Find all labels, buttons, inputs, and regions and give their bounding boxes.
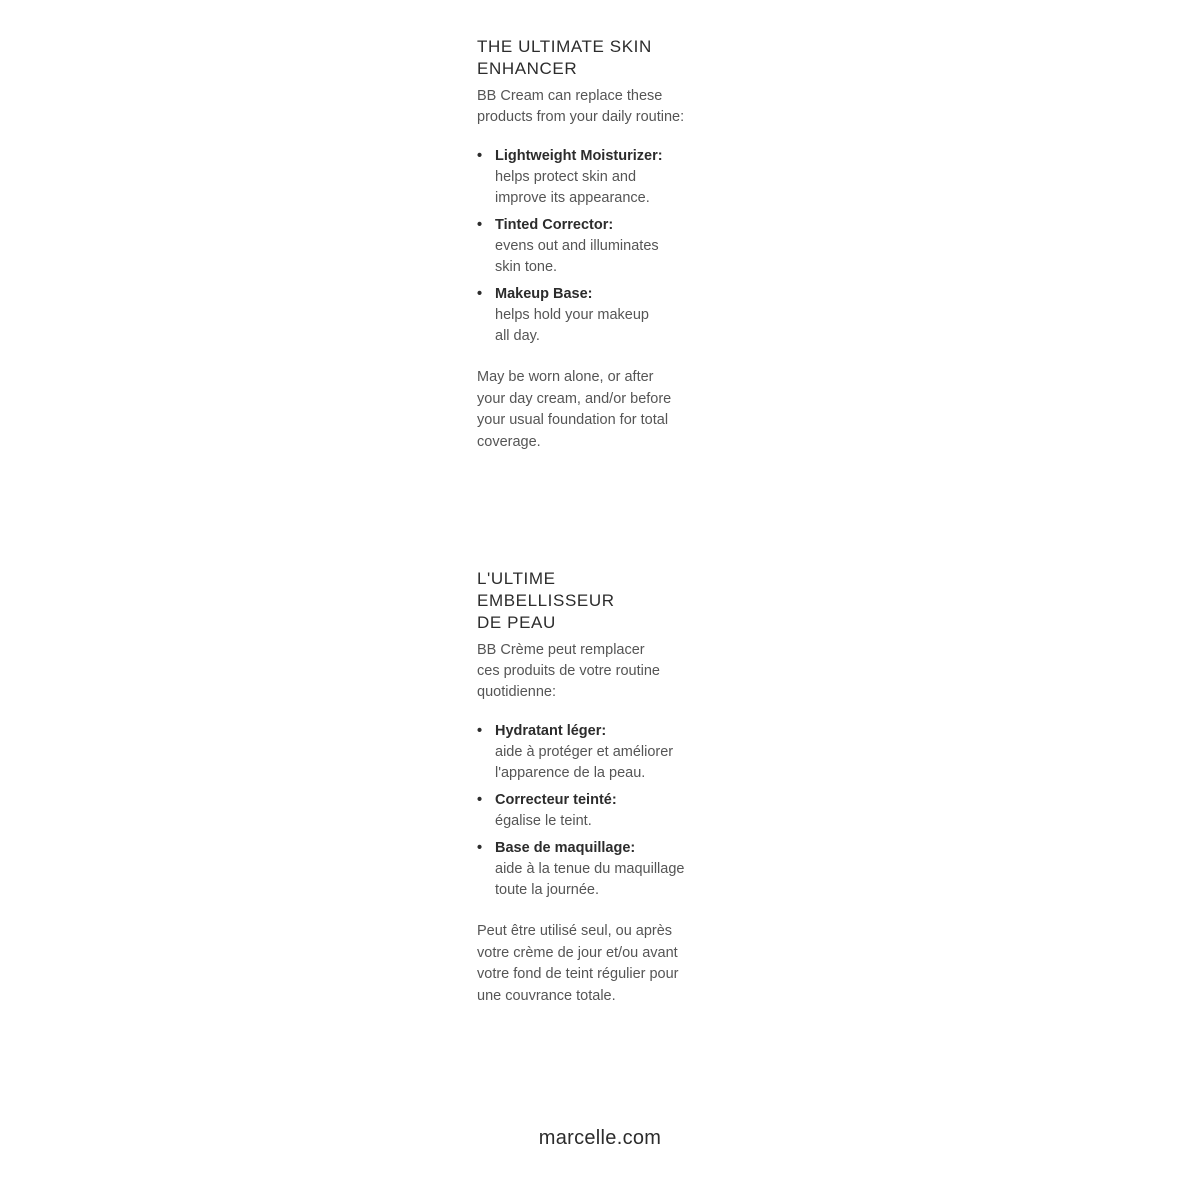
french-usage-line: Peut être utilisé seul, ou après — [477, 923, 673, 939]
french-usage-line: votre crème de jour et/ou avant — [477, 944, 678, 961]
website-url: marcelle.com — [538, 1127, 662, 1149]
english-heading-line: ENHANCER — [477, 59, 578, 78]
feature-desc: helps hold your makeup — [495, 307, 649, 323]
english-usage-line: coverage. — [477, 433, 541, 450]
bullet-icon: • — [477, 286, 483, 302]
english-usage-line: your usual foundation for total — [477, 412, 669, 428]
french-intro-line: BB Crème peut remplacer — [477, 642, 645, 658]
feature-desc: improve its appearance. — [495, 190, 650, 206]
french-heading — [477, 568, 737, 634]
bullet-icon: • — [477, 840, 483, 856]
feature-item-tinted-corrector — [477, 215, 737, 278]
bullet-icon: • — [477, 217, 483, 233]
feature-item-base-de-maquillage — [477, 838, 737, 901]
feature-title: Base de maquillage: — [495, 840, 636, 856]
english-feature-list — [477, 146, 737, 347]
feature-title: Hydratant léger: — [495, 723, 607, 739]
feature-title: Correcteur teinté: — [495, 792, 617, 808]
french-heading-line: L'ULTIME — [477, 569, 556, 588]
french-intro-line: quotidienne: — [477, 684, 557, 700]
english-intro-line: BB Cream can replace these — [477, 88, 663, 104]
bullet-icon: • — [477, 723, 483, 739]
english-usage-line: May be worn alone, or after — [477, 369, 654, 385]
french-usage-line: une couvrance totale. — [477, 987, 616, 1004]
feature-desc: égalise le teint. — [495, 813, 592, 829]
bullet-icon: • — [477, 792, 483, 808]
feature-desc: skin tone. — [495, 259, 558, 275]
feature-title: Lightweight Moisturizer: — [495, 148, 663, 164]
french-intro-line: ces produits de votre routine — [477, 663, 660, 679]
feature-desc: l'apparence de la peau. — [495, 765, 646, 781]
french-panel — [477, 568, 737, 1007]
english-usage — [477, 367, 737, 453]
french-heading-line: EMBELLISSEUR — [477, 591, 615, 610]
english-heading — [477, 36, 737, 80]
feature-item-correcteur-teinte — [477, 790, 737, 832]
bullet-icon: • — [477, 148, 483, 164]
feature-item-makeup-base — [477, 284, 737, 347]
feature-desc: aide à la tenue du maquillage — [495, 861, 685, 877]
french-usage-line: votre fond de teint régulier pour — [477, 966, 679, 982]
english-panel — [477, 36, 737, 453]
feature-item-hydratant-leger — [477, 721, 737, 784]
feature-desc: evens out and illuminates — [495, 238, 659, 254]
english-intro — [477, 86, 737, 128]
feature-desc: all day. — [495, 328, 540, 344]
feature-title: Tinted Corrector: — [495, 217, 614, 233]
feature-item-lightweight-moisturizer — [477, 146, 737, 209]
english-intro-line: products from your daily routine: — [477, 109, 685, 125]
feature-desc: toute la journée. — [495, 882, 599, 898]
feature-title: Makeup Base: — [495, 286, 593, 302]
english-heading-line: THE ULTIMATE SKIN — [477, 37, 652, 56]
english-usage-line: your day cream, and/or before — [477, 390, 672, 407]
feature-desc: aide à protéger et améliorer — [495, 744, 674, 760]
french-feature-list — [477, 721, 737, 901]
feature-desc: helps protect skin and — [495, 169, 637, 185]
french-intro — [477, 640, 737, 703]
french-heading-line: DE PEAU — [477, 613, 556, 632]
french-usage — [477, 921, 737, 1007]
